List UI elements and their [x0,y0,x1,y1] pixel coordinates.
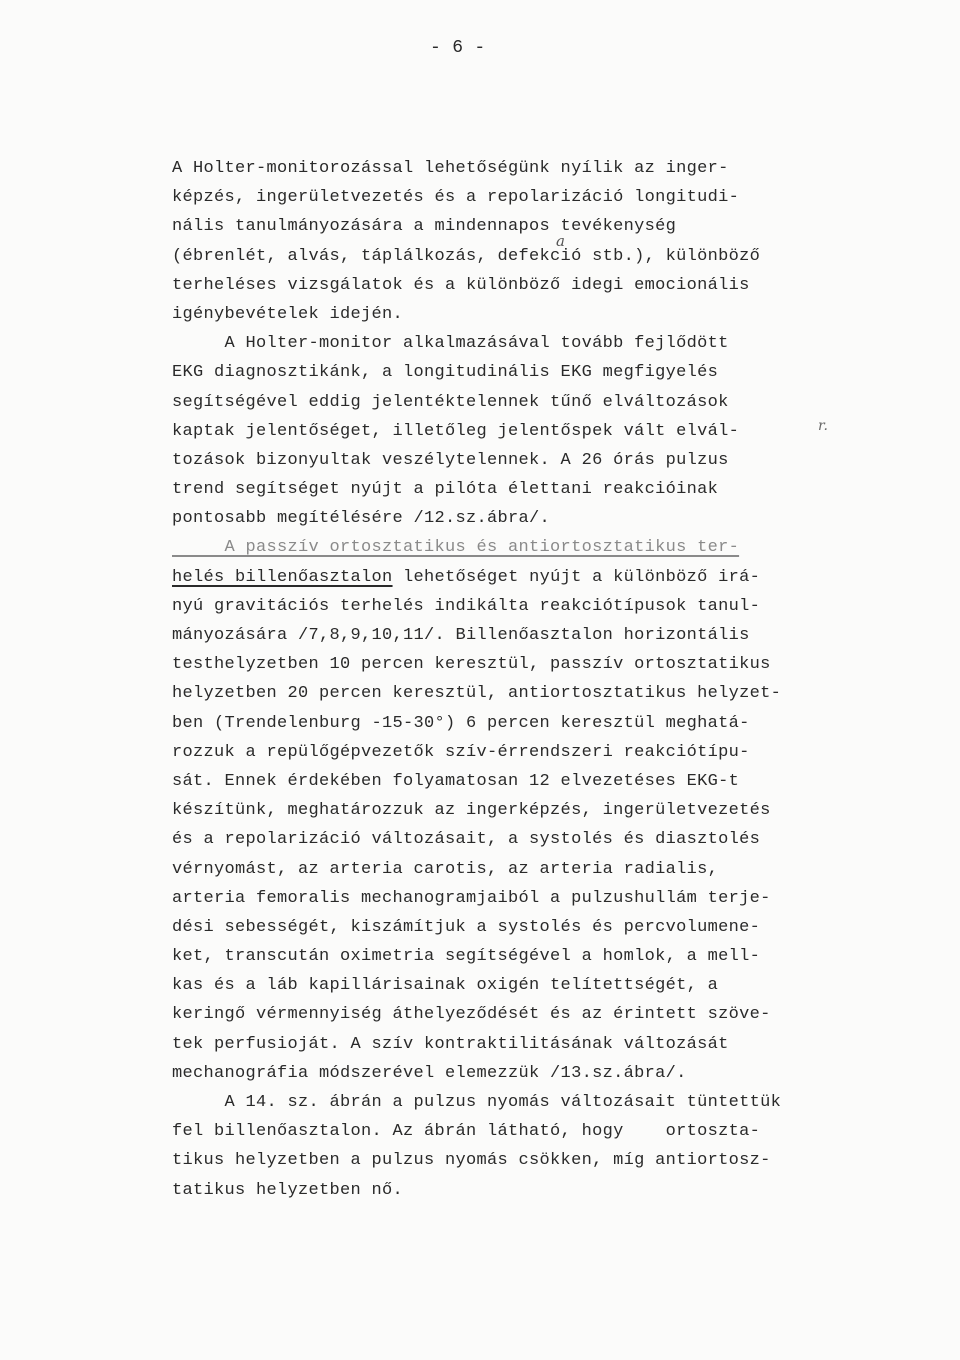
text-line: nális tanulmányozására a mindennapos tevékenység [172,217,677,237]
text-line: nyú gravitációs terhelés indikálta reakciótípusok tanul- [172,596,761,616]
text-line: keringő vérmennyiség áthelyeződését és az érintett szöve- [172,1005,771,1025]
text-line: ben (Trendelenburg -15-30°) 6 percen keresztül meghatá- [172,713,750,733]
text-line: A Holter-monitor alkalmazásával tovább fejlődött [172,334,729,354]
text-line: tozások bizonyultak veszélytelennek. A 26 órás pulzus [172,450,729,470]
text-line: terheléses vizsgálatok és a különböző idegi emocionális [172,275,750,295]
text-line: fel billenőasztalon. Az ábrán látható, hogy ortoszta- [172,1122,761,1142]
text-line: készítünk, meghatározzuk az ingerképzés, ingerületvezetés [172,801,771,821]
text-line: A Holter-monitorozással lehetőségünk nyílik az inger- [172,159,729,178]
text-line: kaptak jelentőséget, illetőleg jelentőspek vált elvál- [172,421,740,441]
text-line: arteria femoralis mechanogramjaiból a pulzushullám terje- [172,888,771,908]
text-line: helyzetben 20 percen keresztül, antiortosztatikus helyzet- [172,684,782,704]
text-line: képzés, ingerületvezetés és a repolarizáció longitudi- [172,188,740,208]
text-line: és a repolarizáció változásait, a systolés és diasztolés [172,830,761,850]
page-number: - 6 - [430,38,486,58]
text-line: pontosabb megítélésére /12.sz.ábra/. [172,509,551,529]
text-line: ket, transcután oximetria segítségével a homlok, a mell- [172,947,761,967]
text-line: igénybevételek idején. [172,304,404,324]
text-line: tek perfusioját. A szív kontraktilitásának változását [172,1034,729,1054]
handwritten-correction: a [556,232,566,250]
text-line: tikus helyzetben a pulzus nyomás csökken, míg antiortosz- [172,1151,771,1171]
section-heading-continuation: helés billenőasztalon [172,567,393,587]
text-line: trend segítséget nyújt a pilóta élettani reakcióinak [172,480,719,500]
margin-note: r. [818,418,829,434]
text-line: rozzuk a repülőgépvezetők szív-érrendszeri reakciótípu- [172,742,750,762]
text-line: tatikus helyzetben nő. [172,1180,404,1200]
text-line: dési sebességét, kiszámítjuk a systolés és percvolumene- [172,917,761,937]
text-line: testhelyzetben 10 percen keresztül, passzív ortosztatikus [172,655,771,675]
text-line: (ébrenlét, alvás, táplálkozás, defekció stb.), különböző [172,246,761,266]
text-line: mechanográfia módszerével elemezzük /13.sz.ábra/. [172,1063,687,1083]
text-line: kas és a láb kapillárisainak oxigén telítettségét, a [172,976,719,996]
text-line: mányozására /7,8,9,10,11/. Billenőasztalon horizontális [172,626,750,645]
text-line: sát. Ennek érdekében folyamatosan 12 elvezetéses EKG-t [172,771,740,791]
text-line-rest: lehetőséget nyújt a különböző irá- [392,567,761,587]
section-heading-line: A passzív ortosztatikus és antiortosztatikus ter- [172,538,740,558]
text-line: EKG diagnosztikánk, a longitudinális EKG megfigyelés [172,363,719,383]
text-line: vérnyomást, az arteria carotis, az arteria radialis, [172,859,719,879]
text-line: segítségével eddig jelentéktelennek tűnő elváltozások [172,392,729,412]
body-text [172,154,862,1205]
text-line: A 14. sz. ábrán a pulzus nyomás változásait tüntettük [172,1093,782,1112]
text-line [172,563,862,592]
